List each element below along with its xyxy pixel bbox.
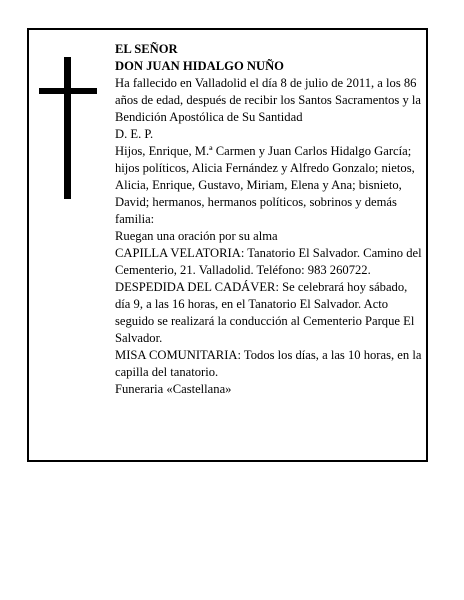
farewell-info: DESPEDIDA DEL CADÁVER: Se celebrará hoy sábado, día 9, a las 16 horas, en el Tanatorio El Salvador. Acto seguido se realizará la conducción al Cementerio Parque El Salvador.	[115, 280, 415, 345]
cross-horizontal-bar	[39, 88, 97, 94]
obituary-text	[115, 41, 424, 398]
mass-info: MISA COMUNITARIA: Todos los días, a las 10 horas, en la capilla del tanatorio.	[115, 348, 422, 379]
death-announcement: Ha fallecido en Valladolid el día 8 de julio de 2011, a los 86 años de edad, después de recibir los Santos Sacramentos y la Bendición Apostólica de Su Santidad	[115, 76, 422, 124]
dep-abbreviation: D. E. P.	[115, 127, 154, 141]
title-line-1: EL SEÑOR	[115, 42, 178, 56]
cross-icon	[39, 57, 97, 199]
deceased-name: DON JUAN HIDALGO NUÑO	[115, 59, 284, 73]
obituary-notice	[27, 28, 428, 462]
cross-vertical-bar	[64, 57, 71, 199]
funeral-home: Funeraria «Castellana»	[115, 382, 232, 396]
family-list: Hijos, Enrique, M.ª Carmen y Juan Carlos Hidalgo García; hijos políticos, Alicia Fernández y Alfredo Gonzalo; nietos, Alicia, Enrique, Gustavo, Miriam, Elena y Ana; bisnieto, David; hermanos, hermanos políticos, sobrinos y demás familia:	[115, 144, 415, 226]
chapel-info: CAPILLA VELATORIA: Tanatorio El Salvador. Camino del Cementerio, 21. Valladolid. Teléfono: 983 260722.	[115, 246, 422, 277]
prayer-request: Ruegan una oración por su alma	[115, 229, 278, 243]
